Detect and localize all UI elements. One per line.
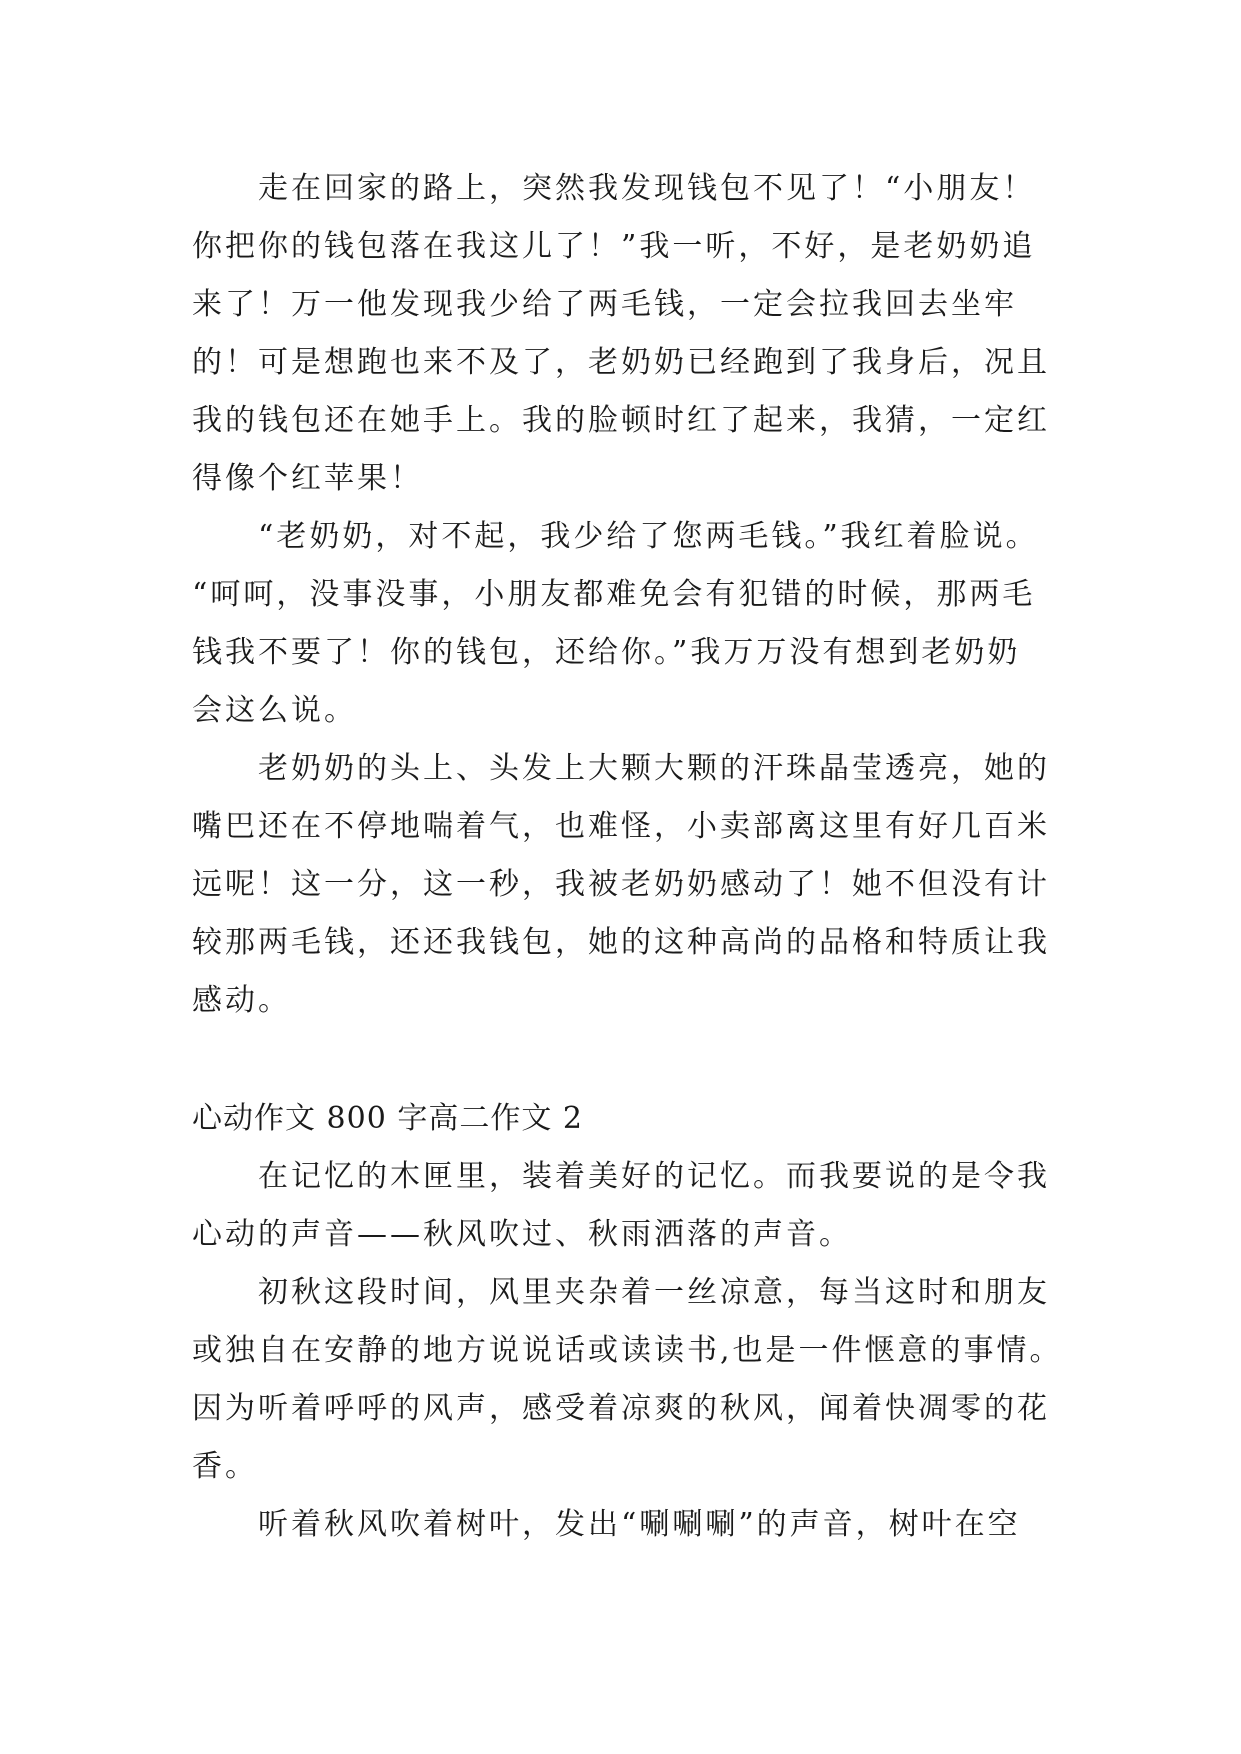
paragraph-line: “老奶奶，对不起，我少给了您两毛钱。”我红着脸说。 bbox=[258, 519, 1039, 554]
paragraph-line: 得像个红苹果！ bbox=[192, 461, 423, 496]
paragraph-line: 初秋这段时间，风里夹杂着一丝凉意，每当这时和朋友 bbox=[258, 1275, 1050, 1310]
paragraph-line: 会这么说。 bbox=[192, 693, 357, 728]
paragraph-line: 较那两毛钱，还还我钱包，她的这种高尚的品格和特质让我 bbox=[192, 925, 1050, 960]
paragraph-line: 听着秋风吹着树叶，发出“唰唰唰”的声音，树叶在空 bbox=[258, 1507, 1021, 1542]
paragraph-6 bbox=[192, 1496, 1092, 1554]
paragraph-line: 你把你的钱包落在我这儿了！”我一听，不好，是老奶奶追 bbox=[192, 229, 1036, 264]
paragraph-line: “呵呵，没事没事，小朋友都难免会有犯错的时候，那两毛 bbox=[192, 577, 1036, 612]
paragraph-line: 在记忆的木匣里，装着美好的记忆。而我要说的是令我 bbox=[258, 1159, 1050, 1194]
paragraph-line: 老奶奶的头上、头发上大颗大颗的汗珠晶莹透亮，她的 bbox=[258, 751, 1050, 786]
paragraph-line: 感动。 bbox=[192, 983, 291, 1018]
paragraph-line: 远呢！这一分，这一秒，我被老奶奶感动了！她不但没有计 bbox=[192, 867, 1050, 902]
paragraph-line: 我的钱包还在她手上。我的脸顿时红了起来，我猜，一定红 bbox=[192, 403, 1050, 438]
section-spacer bbox=[192, 1030, 1092, 1090]
paragraph-line: 的！可是想跑也来不及了，老奶奶已经跑到了我身后，况且 bbox=[192, 345, 1050, 380]
paragraph-4 bbox=[192, 1148, 1092, 1264]
paragraph-1 bbox=[192, 160, 1092, 508]
paragraph-5 bbox=[192, 1264, 1092, 1496]
document-body bbox=[192, 160, 1092, 1554]
paragraph-line: 因为听着呼呼的风声，感受着凉爽的秋风，闻着快凋零的花 bbox=[192, 1391, 1050, 1426]
paragraph-line: 嘴巴还在不停地喘着气，也难怪，小卖部离这里有好几百米 bbox=[192, 809, 1050, 844]
paragraph-2 bbox=[192, 508, 1092, 740]
paragraph-line: 钱我不要了！你的钱包，还给你。”我万万没有想到老奶奶 bbox=[192, 635, 1021, 670]
paragraph-line: 走在回家的路上，突然我发现钱包不见了！“小朋友！ bbox=[258, 171, 1036, 206]
paragraph-3 bbox=[192, 740, 1092, 1030]
paragraph-line: 来了！万一他发现我少给了两毛钱，一定会拉我回去坐牢 bbox=[192, 287, 1017, 322]
paragraph-line: 心动的声音——秋风吹过、秋雨洒落的声音。 bbox=[192, 1217, 852, 1252]
paragraph-line: 或独自在安静的地方说说话或读读书,也是一件惬意的事情。 bbox=[192, 1333, 1063, 1368]
section-title: 心动作文 800 字高二作文 2 bbox=[192, 1101, 583, 1136]
paragraph-line: 香。 bbox=[192, 1449, 258, 1484]
